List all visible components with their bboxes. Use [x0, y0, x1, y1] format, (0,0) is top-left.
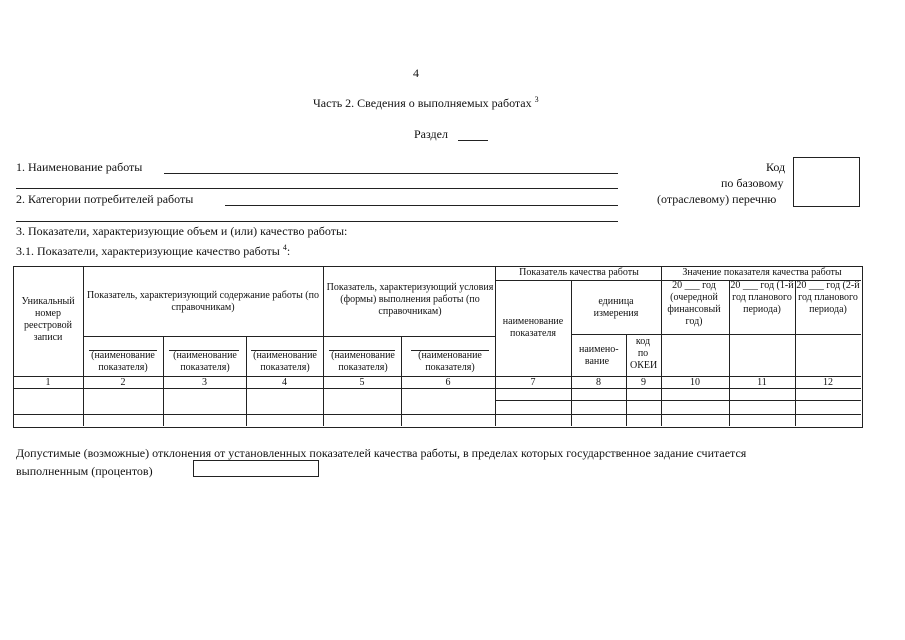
- code-label-line1: Код: [766, 160, 786, 174]
- work-name-field-line2[interactable]: [16, 188, 618, 189]
- quality-heading: [16, 241, 290, 258]
- quality-heading-text: 3.1. Показатели, характеризующие качество работы: [16, 244, 280, 258]
- v-5: [401, 336, 402, 426]
- header-okei: код по ОКЕИ: [630, 336, 658, 371]
- work-name-label: 1. Наименование работы: [16, 160, 143, 174]
- section-label: Раздел: [414, 127, 448, 141]
- deviation-text-line2: выполненным (процентов): [16, 464, 153, 478]
- colnum-11: 11: [757, 377, 767, 388]
- header-conditions: Показатель, характеризующий условия (формы) выполнения работы (по справочникам): [326, 282, 494, 317]
- colnum-8: 8: [596, 377, 601, 388]
- quality-heading-colon: :: [286, 244, 291, 258]
- quality-heading-footnote: 4: [282, 243, 287, 252]
- section-number-line[interactable]: [458, 140, 488, 141]
- consumers-field-line2[interactable]: [16, 221, 618, 222]
- h-row-2: [13, 414, 861, 415]
- h-subname-rules-3: [251, 350, 317, 351]
- h-numbers-bottom: [13, 388, 861, 389]
- colnum-10: 10: [690, 377, 700, 388]
- header-content: Показатель, характеризующий содержание работы (по справочникам): [87, 290, 319, 313]
- h-content-sub: [83, 336, 495, 337]
- part-title: [313, 93, 539, 110]
- colnum-5: 5: [359, 377, 365, 388]
- colnum-4: 4: [282, 377, 287, 388]
- subname-col4: (наименование показателя): [253, 350, 317, 373]
- subname-col2: (наименование показателя): [91, 350, 155, 373]
- code-box[interactable]: [793, 157, 860, 207]
- header-year1: 20 ___ год (очередной финансовый год): [667, 280, 721, 327]
- work-name-field[interactable]: [164, 173, 618, 174]
- subname-col5: (наименование показателя): [331, 350, 395, 373]
- page-number: 4: [413, 66, 419, 80]
- subname-col3: (наименование показателя): [173, 350, 237, 373]
- subname-col6: (наименование показателя): [418, 350, 482, 373]
- part-title-footnote: 3: [534, 95, 539, 104]
- v-10: [729, 280, 730, 426]
- h-subname-rules-5: [411, 350, 489, 351]
- h-subname-rules: [89, 350, 157, 351]
- deviation-text-line1: Допустимые (возможные) отклонения от установленных показателей качества работы, в пределах которых государственное задание считается: [16, 446, 747, 460]
- header-quality: Показатель качества работы: [519, 267, 639, 278]
- v-2: [163, 336, 164, 426]
- consumers-label: 2. Категории потребителей работы: [16, 192, 194, 206]
- code-label-line2: по базовому: [721, 176, 784, 190]
- header-unit: единица измерения: [593, 296, 639, 319]
- v-4: [323, 266, 324, 426]
- quality-table: [13, 266, 863, 428]
- colnum-9: 9: [641, 377, 646, 388]
- colnum-2: 2: [120, 377, 126, 388]
- v-3: [246, 336, 247, 426]
- colnum-6: 6: [445, 377, 451, 388]
- header-value: Значение показателя качества работы: [682, 267, 842, 278]
- consumers-field[interactable]: [225, 205, 618, 206]
- h-unit-sub: [571, 334, 861, 335]
- part-title-text: Часть 2. Сведения о выполняемых работах: [313, 96, 532, 110]
- indicators-heading: 3. Показатели, характеризующие объем и (или) качество работы:: [16, 224, 348, 238]
- v-11: [795, 280, 796, 426]
- header-quality-name: наименование показателя: [502, 316, 564, 339]
- header-year2: 20 ___ год (1-й год планового периода): [730, 280, 794, 315]
- h-subname-rules-4: [329, 350, 395, 351]
- v-7: [571, 280, 572, 426]
- h-numbers-top: [13, 376, 861, 377]
- deviation-percent-box[interactable]: [193, 460, 319, 477]
- h-top-sub: [495, 280, 861, 281]
- header-year3: 20 ___ год (2-й год планового периода): [796, 280, 860, 315]
- colnum-3: 3: [202, 377, 207, 388]
- h-row-1: [495, 400, 861, 401]
- header-registry: Уникальный номер реестровой записи: [21, 296, 75, 343]
- v-1: [83, 266, 84, 426]
- colnum-1: 1: [45, 377, 51, 388]
- code-label-line3: (отраслевому) перечню: [657, 192, 777, 206]
- v-9: [661, 266, 662, 426]
- header-unit-name: наимено-вание: [579, 344, 619, 367]
- colnum-12: 12: [823, 377, 833, 388]
- h-subname-rules-2: [169, 350, 239, 351]
- v-6: [495, 266, 496, 426]
- colnum-7: 7: [530, 377, 536, 388]
- v-8: [626, 334, 627, 426]
